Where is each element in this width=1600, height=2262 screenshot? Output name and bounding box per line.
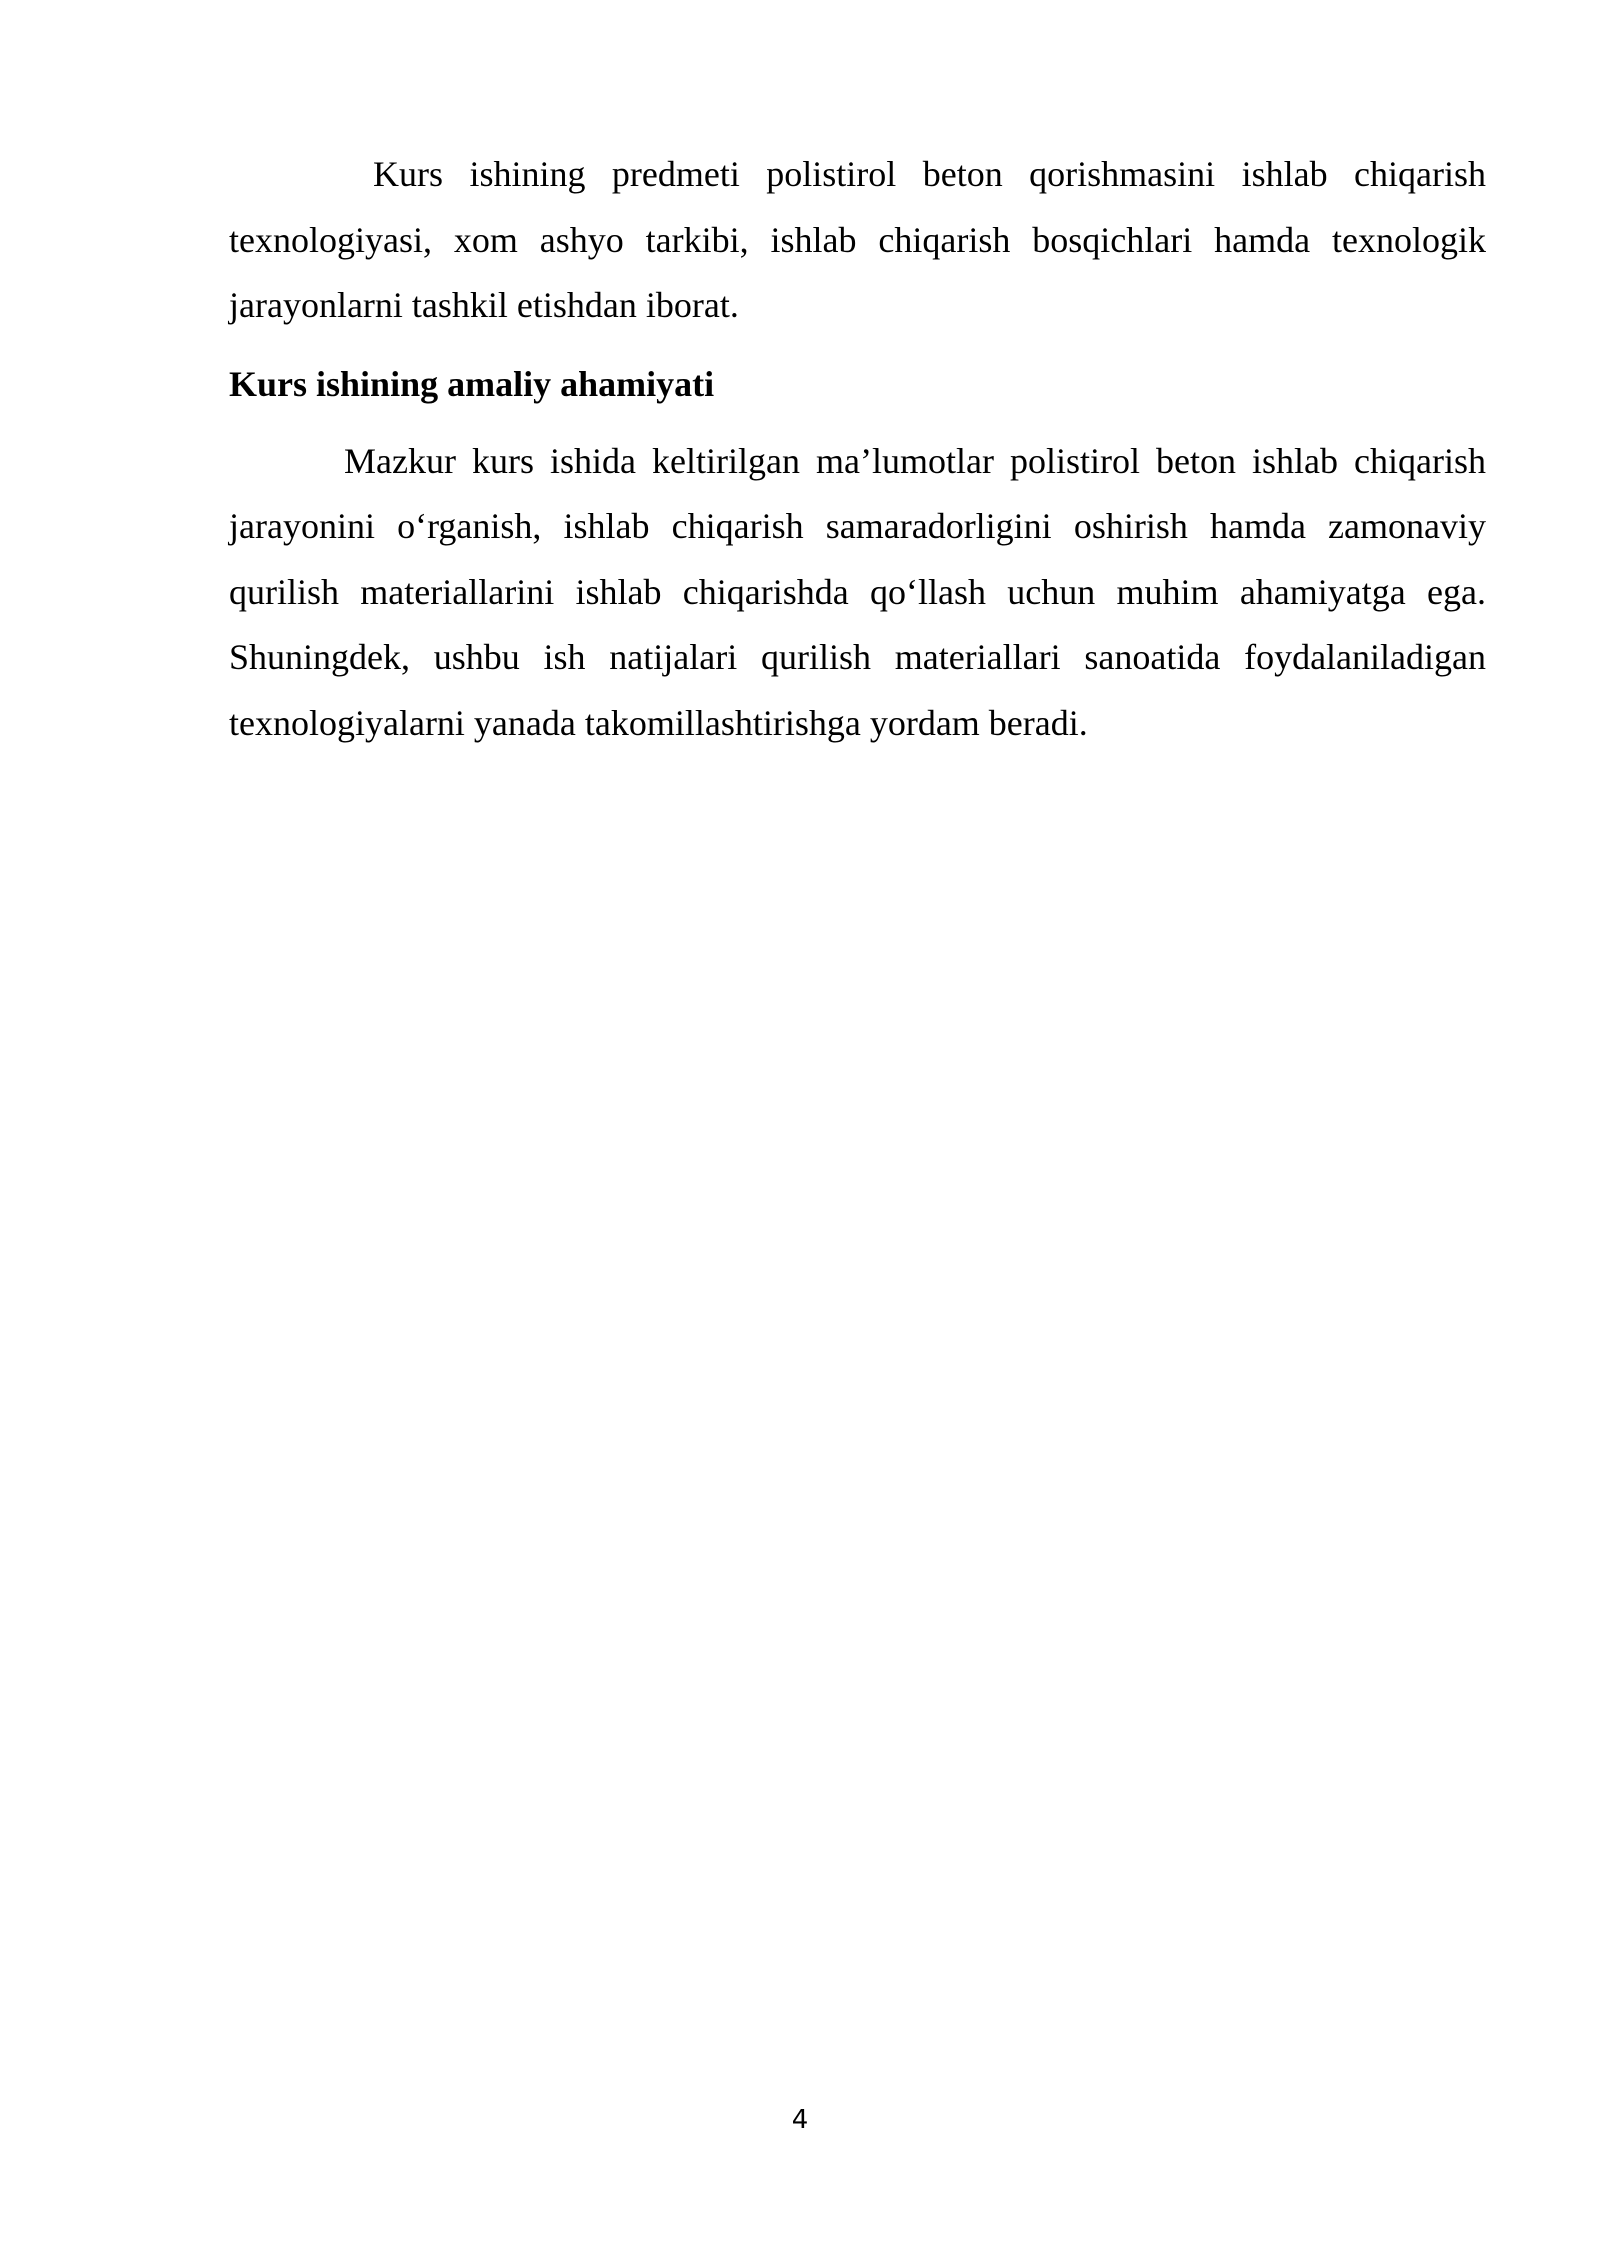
section-heading: Kurs ishining amaliy ahamiyati [229, 363, 715, 404]
page-number: 4 [791, 2105, 809, 2135]
paragraph-subject: Kurs ishining predmeti polistirol beton qorishmasini ishlab chiqarish texnologiyasi, xom ashyo tarkibi, ishlab chiqarish bosqichlari hamda texnologik jarayonlarni tashkil etishdan iborat. [229, 154, 1486, 325]
paragraph-practical-significance: Mazkur kurs ishida keltirilgan ma’lumotlar polistirol beton ishlab chiqarish jarayonini o‘rganish, ishlab chiqarish samaradorligini oshirish hamda zamonaviy qurilish materiallarini ishlab chiqarishda qo‘llash uchun muhim ahamiyatga ega. Shuningdek, ushbu ish natijalari qurilish materiallari sanoatida foydalaniladigan texnologiyalarni yanada takomillashtirishga yordam beradi. [229, 440, 1486, 743]
page-content [229, 142, 1486, 756]
